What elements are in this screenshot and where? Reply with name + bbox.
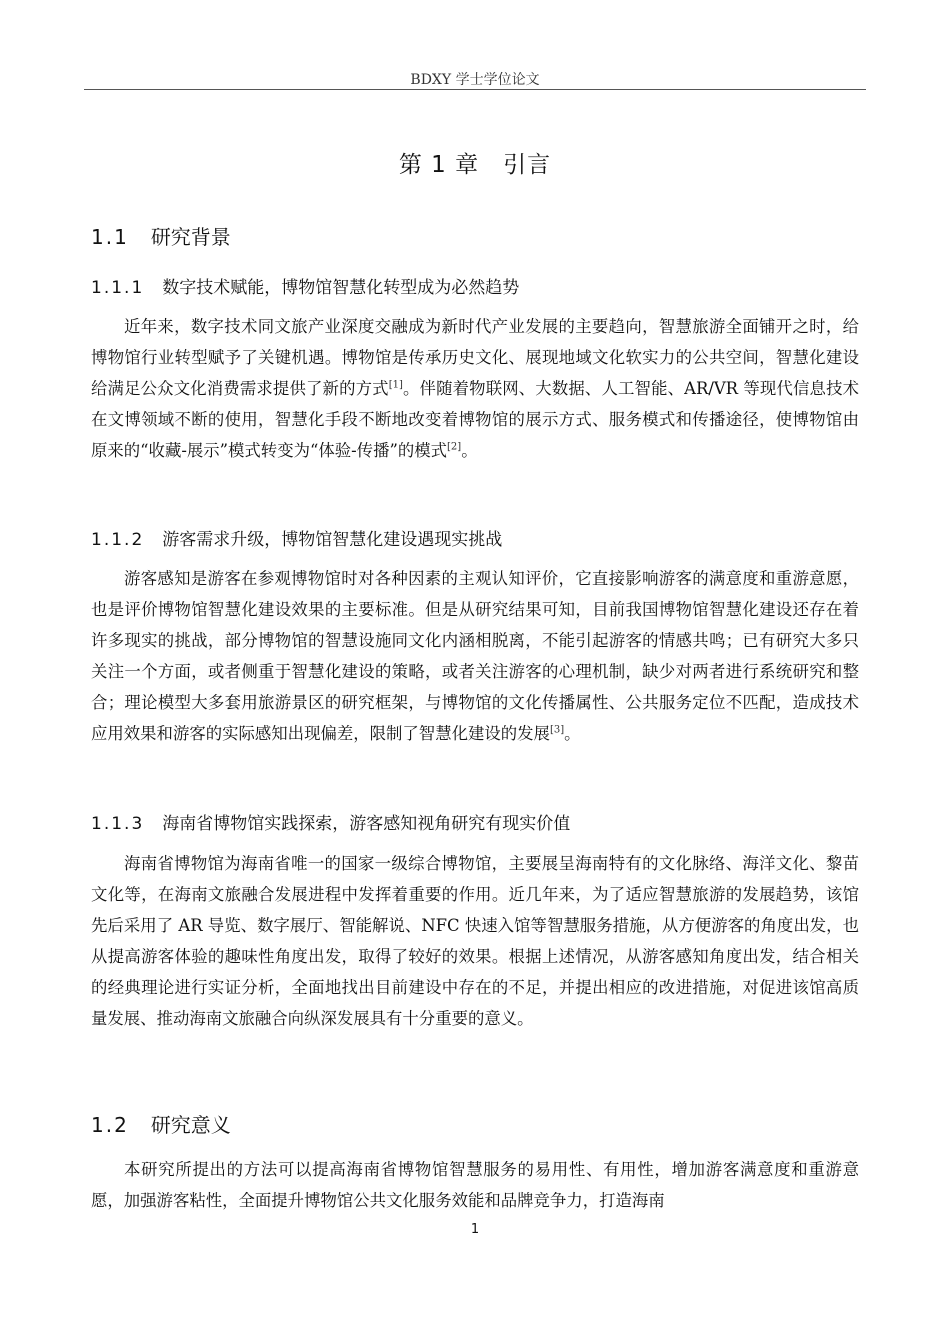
paragraph-1-1-1 [91, 311, 859, 466]
paragraph-text: 游客感知是游客在参观博物馆时对各种因素的主观认知评价，它直接影响游客的满意度和重游意愿，也是评价博物馆智慧化建设效果的主要标准。但是从研究结果可知，目前我国博物馆智慧化建设还存在着许多现实的挑战，部分博物馆的智慧设施同文化内涵相脱离，不能引起游客的情感共鸣；已有研究大多只关注一个方面，或者侧重于智慧化建设的策略，或者关注游客的心理机制，缺少对两者进行系统研究和整合；理论模型大多套用旅游景区的研究框架，与博物馆的文化传播属性、公共服务定位不匹配，造成技术应用效果和游客的实际感知出现偏差，限制了智慧化建设的发展 [91, 569, 859, 743]
paragraph-text: 海南省博物馆为海南省唯一的国家一级综合博物馆，主要展呈海南特有的文化脉络、海洋文化、黎苗文化等，在海南文旅融合发展进程中发挥着重要的作用。近几年来，为了适应智慧旅游的发展趋势，该馆先后采用了 AR 导览、数字展厅、智能解说、NFC 快速入馆等智慧服务措施，从方便游客的角度出发，也从提高游客体验的趣味性角度出发，取得了较好的效果。根据上述情况，从游客感知角度出发，结合相关的经典理论进行实证分析，全面地找出目前建设中存在的不足，并提出相应的改进措施，对促进该馆高质量发展、推动海南文旅融合向纵深发展具有十分重要的意义。 [91, 854, 859, 1028]
paragraph-text: 近年来，数字技术同文旅产业深度交融成为新时代产业发展的主要趋向，智慧旅游全面铺开之时，给博物馆行业转型赋予了关键机遇。博物馆是传承历史文化、展现地域文化软实力的公共空间，智慧化建设给满足公众文化消费需求提供了新的方式 [91, 317, 859, 398]
citation-ref: [3] [549, 724, 565, 736]
section-heading-1-2 [91, 1109, 231, 1138]
section-title: 研究背景 [150, 225, 231, 249]
subsection-title: 海南省博物馆实践探索，游客感知视角研究有现实价值 [162, 814, 571, 834]
subsection-number: 1.1.1 [91, 278, 145, 298]
paragraph-text: 。 [564, 724, 581, 743]
subsection-number: 1.1.2 [91, 530, 145, 550]
section-heading-1-1 [91, 221, 231, 250]
paragraph-text: 。伴随着物联网、大数据、人工智能、AR/VR 等现代信息技术在文博领域不断的使用，智慧化手段不断地改变着博物馆的展示方式、服务模式和传播途径，使博物馆由原来的“收藏-展示”模式转变为“体验-传播”的模式 [91, 379, 860, 460]
citation-ref: [1] [388, 379, 403, 391]
chapter-title: 第 1 章 引言 [398, 152, 552, 178]
paragraph-1-1-2 [91, 563, 859, 749]
subsection-number: 1.1.3 [91, 814, 145, 834]
page-number: 1 [470, 1222, 480, 1237]
paragraph-1-1-3 [91, 848, 859, 1034]
subsection-title: 数字技术赋能，博物馆智慧化转型成为必然趋势 [162, 278, 520, 298]
paragraph-text: 。 [461, 441, 478, 460]
running-header: BDXY 学士学位论文 [410, 72, 540, 88]
subsection-title: 游客需求升级，博物馆智慧化建设遇现实挑战 [162, 530, 503, 550]
section-number: 1.1 [91, 225, 129, 249]
paragraph-1-2 [91, 1154, 859, 1216]
header-rule [84, 89, 866, 90]
subsection-heading-1-1-2 [91, 525, 502, 550]
paragraph-text: 本研究所提出的方法可以提高海南省博物馆智慧服务的易用性、有用性，增加游客满意度和重游意愿，加强游客粘性，全面提升博物馆公共文化服务效能和品牌竞争力，打造海南 [91, 1160, 859, 1210]
citation-ref: [2] [447, 441, 462, 453]
subsection-heading-1-1-3 [91, 809, 570, 834]
section-title: 研究意义 [150, 1113, 231, 1137]
section-number: 1.2 [91, 1113, 129, 1137]
subsection-heading-1-1-1 [91, 273, 519, 298]
